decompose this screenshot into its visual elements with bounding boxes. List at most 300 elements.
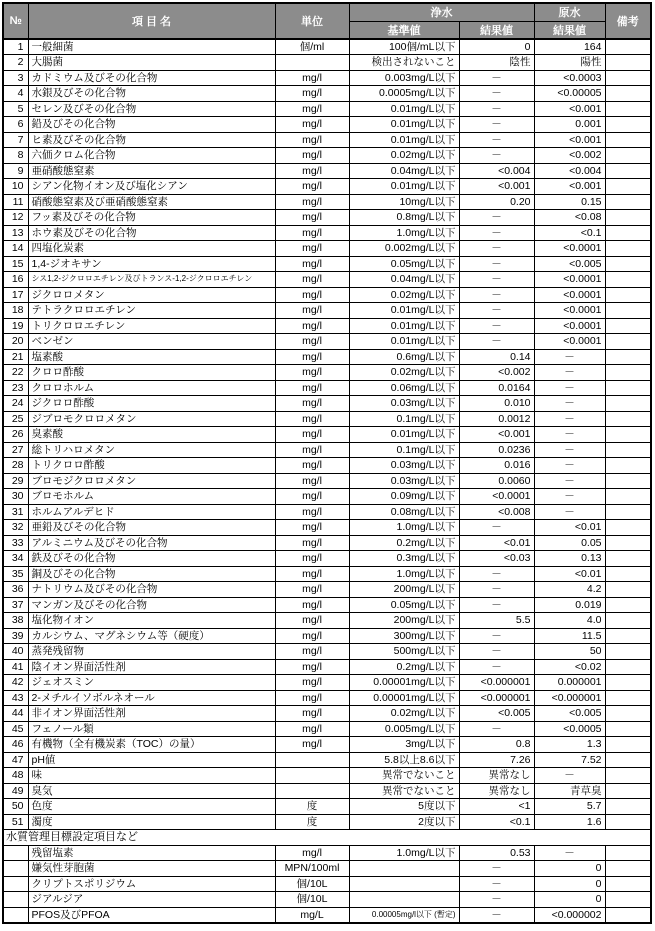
cell-item-name: カドミウム及びその化合物 — [28, 70, 275, 86]
cell-standard-value: 500mg/L以下 — [349, 644, 459, 660]
cell-item-name: 臭素酸 — [28, 427, 275, 443]
cell-remarks — [605, 535, 651, 551]
cell-purified-result: <0.000001 — [459, 690, 534, 706]
cell-item-name: 六価クロム化合物 — [28, 148, 275, 164]
cell-unit: mg/l — [275, 70, 349, 86]
cell-raw-result: 0 — [534, 876, 605, 892]
cell-no: 29 — [3, 473, 28, 489]
table-row — [3, 303, 651, 319]
cell-remarks — [605, 256, 651, 272]
table-row — [3, 473, 651, 489]
cell-raw-result: 0.019 — [534, 597, 605, 613]
cell-item-name: アルミニウム及びその化合物 — [28, 535, 275, 551]
cell-purified-result: <0.008 — [459, 504, 534, 520]
cell-no: 48 — [3, 768, 28, 784]
cell-purified-result: <0.005 — [459, 706, 534, 722]
cell-item-name: カルシウム、マグネシウム等（硬度） — [28, 628, 275, 644]
cell-no: 50 — [3, 799, 28, 815]
table-row — [3, 876, 651, 892]
cell-no: 38 — [3, 613, 28, 629]
cell-purified-result: － — [459, 86, 534, 102]
cell-standard-value: 1.0mg/L以下 — [349, 566, 459, 582]
cell-no: 35 — [3, 566, 28, 582]
cell-item-name: セレン及びその化合物 — [28, 101, 275, 117]
cell-no — [3, 892, 28, 908]
cell-item-name: ホウ素及びその化合物 — [28, 225, 275, 241]
cell-standard-value: 0.03mg/L以下 — [349, 458, 459, 474]
cell-no: 49 — [3, 783, 28, 799]
table-header — [3, 3, 651, 39]
cell-unit — [275, 752, 349, 768]
cell-purified-result: 陰性 — [459, 55, 534, 71]
cell-remarks — [605, 55, 651, 71]
cell-remarks — [605, 675, 651, 691]
cell-standard-value: 0.6mg/L以下 — [349, 349, 459, 365]
cell-remarks — [605, 845, 651, 861]
cell-raw-result: － — [534, 845, 605, 861]
cell-remarks — [605, 489, 651, 505]
cell-purified-result: － — [459, 148, 534, 164]
cell-standard-value: 1.0mg/L以下 — [349, 225, 459, 241]
cell-no: 39 — [3, 628, 28, 644]
cell-raw-result: 5.7 — [534, 799, 605, 815]
cell-no: 20 — [3, 334, 28, 350]
cell-purified-result: <0.1 — [459, 814, 534, 830]
cell-item-name: ナトリウム及びその化合物 — [28, 582, 275, 598]
cell-no — [3, 861, 28, 877]
cell-item-name: クロロ酢酸 — [28, 365, 275, 381]
cell-item-name: 鉄及びその化合物 — [28, 551, 275, 567]
table-row — [3, 132, 651, 148]
table-row — [3, 737, 651, 753]
cell-remarks — [605, 768, 651, 784]
cell-raw-result: 0.13 — [534, 551, 605, 567]
table-row — [3, 210, 651, 226]
cell-raw-result: <0.0001 — [534, 241, 605, 257]
cell-purified-result: － — [459, 318, 534, 334]
section-title: 水質管理目標設定項目など — [3, 830, 651, 846]
cell-unit: mg/l — [275, 303, 349, 319]
cell-standard-value: 5.8以上8.6以下 — [349, 752, 459, 768]
cell-item-name: トリクロロ酢酸 — [28, 458, 275, 474]
cell-standard-value: 0.2mg/L以下 — [349, 535, 459, 551]
cell-remarks — [605, 458, 651, 474]
cell-standard-value: 0.1mg/L以下 — [349, 411, 459, 427]
cell-unit: mg/l — [275, 179, 349, 195]
cell-raw-result: <0.004 — [534, 163, 605, 179]
cell-remarks — [605, 396, 651, 412]
cell-unit: mg/l — [275, 520, 349, 536]
cell-purified-result: － — [459, 287, 534, 303]
table-row — [3, 504, 651, 520]
cell-raw-result: － — [534, 458, 605, 474]
table-row — [3, 799, 651, 815]
cell-unit: 個/10L — [275, 892, 349, 908]
table-row — [3, 845, 651, 861]
cell-unit: mg/l — [275, 225, 349, 241]
header-remarks: 備考 — [605, 3, 651, 39]
cell-unit: mg/l — [275, 272, 349, 288]
table-row — [3, 163, 651, 179]
cell-unit: mg/l — [275, 86, 349, 102]
cell-purified-result: <0.000001 — [459, 675, 534, 691]
cell-unit: mg/L — [275, 907, 349, 923]
header-purified-group: 浄水 — [349, 3, 534, 21]
cell-standard-value: 0.00001mg/L以下 — [349, 690, 459, 706]
cell-raw-result: <0.0001 — [534, 318, 605, 334]
table-row — [3, 256, 651, 272]
cell-unit: mg/l — [275, 489, 349, 505]
cell-item-name: 亜硝酸態窒素 — [28, 163, 275, 179]
cell-remarks — [605, 318, 651, 334]
cell-no — [3, 876, 28, 892]
cell-standard-value: 0.02mg/L以下 — [349, 706, 459, 722]
cell-unit: mg/l — [275, 473, 349, 489]
cell-remarks — [605, 907, 651, 923]
table-row — [3, 659, 651, 675]
cell-raw-result: <0.001 — [534, 179, 605, 195]
cell-standard-value: 0.05mg/L以下 — [349, 597, 459, 613]
table-row — [3, 706, 651, 722]
cell-remarks — [605, 690, 651, 706]
cell-unit: mg/l — [275, 287, 349, 303]
cell-unit: 個/10L — [275, 876, 349, 892]
cell-remarks — [605, 334, 651, 350]
table-row — [3, 613, 651, 629]
cell-raw-result: 0.000001 — [534, 675, 605, 691]
cell-remarks — [605, 349, 651, 365]
cell-standard-value — [349, 861, 459, 877]
cell-raw-result: <0.00005 — [534, 86, 605, 102]
table-row — [3, 101, 651, 117]
cell-no — [3, 907, 28, 923]
cell-unit: mg/l — [275, 396, 349, 412]
cell-remarks — [605, 783, 651, 799]
cell-purified-result: <0.03 — [459, 551, 534, 567]
cell-item-name: PFOS及びPFOA — [28, 907, 275, 923]
cell-standard-value: 200mg/L以下 — [349, 613, 459, 629]
cell-unit: mg/l — [275, 597, 349, 613]
cell-unit: mg/l — [275, 566, 349, 582]
table-row — [3, 892, 651, 908]
cell-remarks — [605, 272, 651, 288]
table-row — [3, 70, 651, 86]
cell-purified-result: － — [459, 117, 534, 133]
cell-remarks — [605, 504, 651, 520]
cell-remarks — [605, 210, 651, 226]
cell-raw-result: 11.5 — [534, 628, 605, 644]
cell-item-name: ブロモジクロロメタン — [28, 473, 275, 489]
cell-unit: mg/l — [275, 163, 349, 179]
cell-purified-result: － — [459, 241, 534, 257]
cell-standard-value: 0.01mg/L以下 — [349, 117, 459, 133]
cell-purified-result: <0.004 — [459, 163, 534, 179]
cell-item-name: ジアルジア — [28, 892, 275, 908]
cell-remarks — [605, 520, 651, 536]
section-header-row — [3, 830, 651, 846]
cell-unit: mg/l — [275, 613, 349, 629]
cell-raw-result: <0.0001 — [534, 287, 605, 303]
cell-purified-result: 0.0060 — [459, 473, 534, 489]
table-body — [3, 39, 651, 923]
cell-no: 25 — [3, 411, 28, 427]
cell-purified-result: 異常なし — [459, 768, 534, 784]
cell-remarks — [605, 241, 651, 257]
cell-purified-result: 0.0164 — [459, 380, 534, 396]
cell-item-name: 大腸菌 — [28, 55, 275, 71]
cell-raw-result: － — [534, 396, 605, 412]
cell-remarks — [605, 39, 651, 55]
cell-purified-result: － — [459, 861, 534, 877]
table-row — [3, 442, 651, 458]
table-row — [3, 566, 651, 582]
cell-no: 15 — [3, 256, 28, 272]
cell-item-name: 硝酸態窒素及び亜硝酸態窒素 — [28, 194, 275, 210]
cell-unit — [275, 768, 349, 784]
cell-raw-result: <0.02 — [534, 659, 605, 675]
cell-item-name: マンガン及びその化合物 — [28, 597, 275, 613]
cell-item-name: シアン化物イオン及び塩化シアン — [28, 179, 275, 195]
cell-item-name: ジェオスミン — [28, 675, 275, 691]
cell-standard-value: 0.04mg/L以下 — [349, 272, 459, 288]
cell-purified-result: － — [459, 272, 534, 288]
cell-standard-value: 0.8mg/L以下 — [349, 210, 459, 226]
cell-raw-result: 0.15 — [534, 194, 605, 210]
cell-standard-value: 0.01mg/L以下 — [349, 101, 459, 117]
header-raw-result: 結果値 — [534, 21, 605, 39]
cell-purified-result: 7.26 — [459, 752, 534, 768]
cell-purified-result: 0.010 — [459, 396, 534, 412]
cell-raw-result: <0.0003 — [534, 70, 605, 86]
cell-unit: mg/l — [275, 427, 349, 443]
cell-purified-result: 0 — [459, 39, 534, 55]
cell-no: 8 — [3, 148, 28, 164]
cell-remarks — [605, 628, 651, 644]
table-row — [3, 644, 651, 660]
cell-raw-result: 青草臭 — [534, 783, 605, 799]
cell-raw-result: 0.05 — [534, 535, 605, 551]
cell-purified-result: <0.002 — [459, 365, 534, 381]
cell-purified-result: － — [459, 659, 534, 675]
cell-raw-result: <0.001 — [534, 132, 605, 148]
cell-raw-result: 0.001 — [534, 117, 605, 133]
cell-remarks — [605, 225, 651, 241]
cell-no: 7 — [3, 132, 28, 148]
cell-standard-value: 300mg/L以下 — [349, 628, 459, 644]
cell-raw-result: 1.3 — [534, 737, 605, 753]
cell-standard-value: 0.01mg/L以下 — [349, 427, 459, 443]
cell-unit: mg/l — [275, 737, 349, 753]
cell-no: 37 — [3, 597, 28, 613]
cell-remarks — [605, 70, 651, 86]
cell-no: 31 — [3, 504, 28, 520]
cell-item-name: pH値 — [28, 752, 275, 768]
cell-unit: mg/l — [275, 411, 349, 427]
cell-remarks — [605, 876, 651, 892]
cell-purified-result: 0.016 — [459, 458, 534, 474]
cell-no: 19 — [3, 318, 28, 334]
cell-no: 9 — [3, 163, 28, 179]
cell-raw-result: <0.01 — [534, 520, 605, 536]
cell-remarks — [605, 148, 651, 164]
cell-no: 30 — [3, 489, 28, 505]
cell-unit: mg/l — [275, 706, 349, 722]
cell-purified-result: <0.01 — [459, 535, 534, 551]
cell-no: 23 — [3, 380, 28, 396]
cell-standard-value: 0.03mg/L以下 — [349, 396, 459, 412]
cell-unit: mg/l — [275, 535, 349, 551]
cell-purified-result: <0.001 — [459, 427, 534, 443]
table-row — [3, 334, 651, 350]
cell-standard-value: 0.01mg/L以下 — [349, 303, 459, 319]
cell-purified-result: － — [459, 644, 534, 660]
cell-purified-result: － — [459, 892, 534, 908]
cell-unit: mg/l — [275, 117, 349, 133]
cell-purified-result: － — [459, 70, 534, 86]
cell-remarks — [605, 86, 651, 102]
cell-remarks — [605, 814, 651, 830]
cell-remarks — [605, 644, 651, 660]
cell-no: 47 — [3, 752, 28, 768]
table-row — [3, 349, 651, 365]
cell-unit: mg/l — [275, 551, 349, 567]
cell-remarks — [605, 411, 651, 427]
cell-unit: mg/l — [275, 845, 349, 861]
cell-remarks — [605, 582, 651, 598]
cell-item-name: 非イオン界面活性剤 — [28, 706, 275, 722]
cell-unit: mg/l — [275, 721, 349, 737]
cell-remarks — [605, 597, 651, 613]
cell-purified-result: － — [459, 520, 534, 536]
cell-standard-value: 0.01mg/L以下 — [349, 334, 459, 350]
cell-raw-result: － — [534, 489, 605, 505]
cell-remarks — [605, 473, 651, 489]
cell-unit: mg/l — [275, 675, 349, 691]
cell-unit: mg/l — [275, 442, 349, 458]
cell-standard-value: 0.2mg/L以下 — [349, 659, 459, 675]
cell-unit: MPN/100ml — [275, 861, 349, 877]
cell-item-name: 一般細菌 — [28, 39, 275, 55]
table-row — [3, 535, 651, 551]
cell-item-name: 味 — [28, 768, 275, 784]
cell-unit: mg/l — [275, 582, 349, 598]
cell-raw-result: 164 — [534, 39, 605, 55]
table-row — [3, 458, 651, 474]
cell-standard-value: 200mg/L以下 — [349, 582, 459, 598]
cell-no: 5 — [3, 101, 28, 117]
cell-no: 4 — [3, 86, 28, 102]
cell-purified-result: － — [459, 907, 534, 923]
table-row — [3, 411, 651, 427]
cell-standard-value: 0.09mg/L以下 — [349, 489, 459, 505]
cell-raw-result: <0.005 — [534, 256, 605, 272]
cell-unit: 度 — [275, 799, 349, 815]
cell-item-name: 残留塩素 — [28, 845, 275, 861]
cell-no: 33 — [3, 535, 28, 551]
cell-standard-value — [349, 892, 459, 908]
cell-standard-value: 異常でないこと — [349, 783, 459, 799]
cell-no: 21 — [3, 349, 28, 365]
cell-raw-result: 0 — [534, 861, 605, 877]
cell-remarks — [605, 442, 651, 458]
cell-item-name: 塩素酸 — [28, 349, 275, 365]
header-row-groups — [3, 3, 651, 21]
cell-no: 43 — [3, 690, 28, 706]
cell-no: 36 — [3, 582, 28, 598]
cell-remarks — [605, 861, 651, 877]
cell-item-name: ジクロロ酢酸 — [28, 396, 275, 412]
table-row — [3, 117, 651, 133]
cell-remarks — [605, 117, 651, 133]
cell-remarks — [605, 737, 651, 753]
header-standard: 基準値 — [349, 21, 459, 39]
cell-no: 26 — [3, 427, 28, 443]
cell-standard-value: 0.1mg/L以下 — [349, 442, 459, 458]
cell-unit: mg/l — [275, 318, 349, 334]
cell-purified-result: － — [459, 101, 534, 117]
cell-purified-result: － — [459, 132, 534, 148]
cell-raw-result: 0 — [534, 892, 605, 908]
water-quality-table — [2, 2, 652, 924]
cell-remarks — [605, 752, 651, 768]
cell-no: 14 — [3, 241, 28, 257]
table-row — [3, 380, 651, 396]
cell-purified-result: <1 — [459, 799, 534, 815]
table-row — [3, 194, 651, 210]
cell-item-name: 総トリハロメタン — [28, 442, 275, 458]
cell-no: 17 — [3, 287, 28, 303]
cell-no: 10 — [3, 179, 28, 195]
cell-remarks — [605, 287, 651, 303]
cell-purified-result: － — [459, 225, 534, 241]
cell-unit: mg/l — [275, 504, 349, 520]
cell-remarks — [605, 365, 651, 381]
cell-standard-value: 0.06mg/L以下 — [349, 380, 459, 396]
table-row — [3, 675, 651, 691]
cell-remarks — [605, 132, 651, 148]
cell-raw-result: － — [534, 349, 605, 365]
cell-no: 42 — [3, 675, 28, 691]
header-raw-group: 原水 — [534, 3, 605, 21]
cell-standard-value — [349, 876, 459, 892]
cell-raw-result: 4.0 — [534, 613, 605, 629]
cell-unit: mg/l — [275, 365, 349, 381]
cell-remarks — [605, 303, 651, 319]
cell-raw-result: － — [534, 427, 605, 443]
cell-standard-value: 0.0005mg/L以下 — [349, 86, 459, 102]
cell-raw-result: <0.005 — [534, 706, 605, 722]
cell-raw-result: 50 — [534, 644, 605, 660]
cell-standard-value: 0.002mg/L以下 — [349, 241, 459, 257]
cell-remarks — [605, 380, 651, 396]
table-row — [3, 690, 651, 706]
header-no: № — [3, 3, 28, 39]
cell-raw-result: <0.0001 — [534, 303, 605, 319]
cell-no: 11 — [3, 194, 28, 210]
cell-item-name: ベンゼン — [28, 334, 275, 350]
cell-item-name: 水銀及びその化合物 — [28, 86, 275, 102]
table-row — [3, 752, 651, 768]
cell-no: 51 — [3, 814, 28, 830]
cell-remarks — [605, 427, 651, 443]
cell-no — [3, 845, 28, 861]
cell-standard-value: 0.02mg/L以下 — [349, 148, 459, 164]
cell-unit: mg/l — [275, 334, 349, 350]
cell-item-name: トリクロロエチレン — [28, 318, 275, 334]
cell-item-name: 濁度 — [28, 814, 275, 830]
table-row — [3, 427, 651, 443]
table-row — [3, 225, 651, 241]
